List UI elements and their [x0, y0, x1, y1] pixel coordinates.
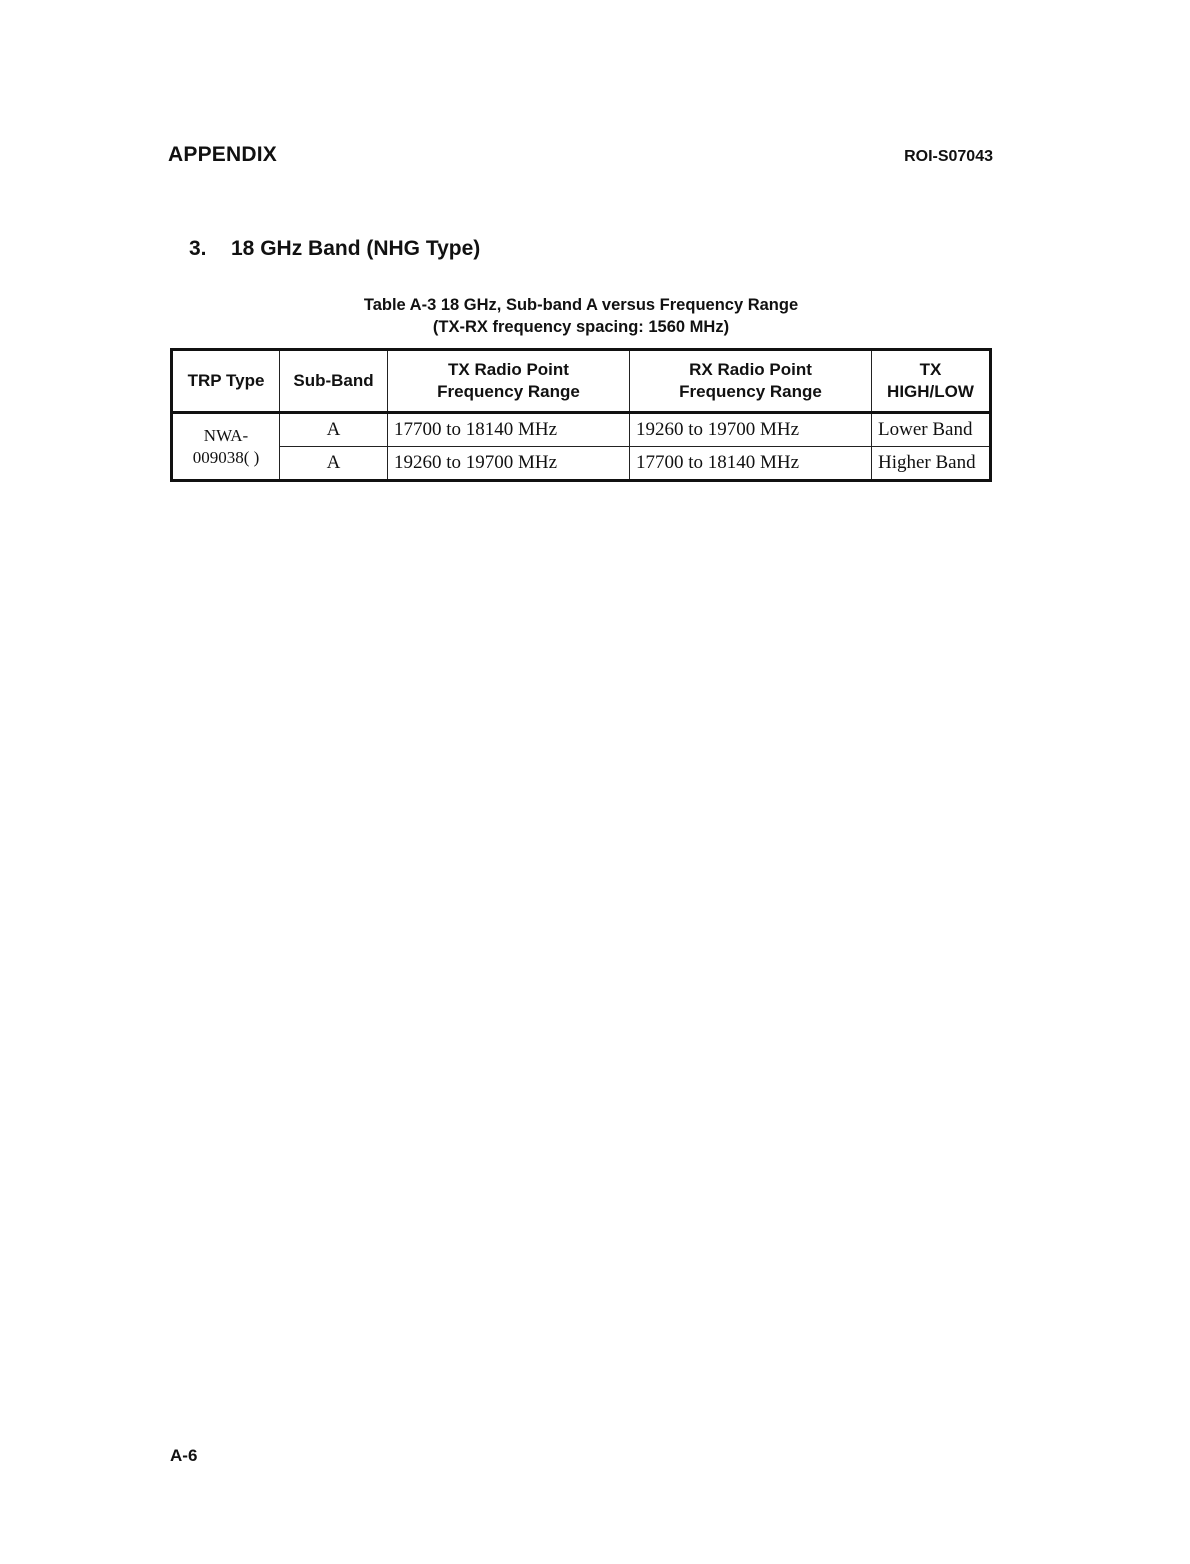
- header-rx-range-line2: Frequency Range: [679, 382, 822, 401]
- header-doc-id: ROI-S07043: [904, 148, 993, 165]
- header-rx-range: [630, 350, 872, 413]
- section-heading: [189, 237, 480, 261]
- header-tx-range-line1: TX Radio Point: [448, 360, 569, 379]
- header-tx-high-low: [872, 350, 991, 413]
- table-header-row: [172, 350, 991, 413]
- cell-sub-band: A: [280, 413, 388, 447]
- cell-tx-high-low: Lower Band: [872, 413, 991, 447]
- cell-rx-range: 17700 to 18140 MHz: [630, 447, 872, 481]
- header-tx-high-low-line2: HIGH/LOW: [887, 382, 974, 401]
- header-trp-type: TRP Type: [172, 350, 280, 413]
- cell-tx-range: 17700 to 18140 MHz: [388, 413, 630, 447]
- page-number: A-6: [170, 1446, 198, 1465]
- header-appendix: APPENDIX: [168, 143, 277, 166]
- cell-tx-range: 19260 to 19700 MHz: [388, 447, 630, 481]
- table-row: [172, 413, 991, 447]
- table-caption-title: Table A-3 18 GHz, Sub-band A versus Frequency Range: [363, 296, 799, 314]
- header-tx-range-line2: Frequency Range: [437, 382, 580, 401]
- header-tx-high-low-line1: TX: [919, 360, 942, 379]
- table-caption: [170, 294, 992, 338]
- trp-type-line2: 009038( ): [192, 447, 260, 467]
- section-number: 3.: [189, 237, 207, 260]
- section-title: 18 GHz Band (NHG Type): [231, 237, 481, 260]
- frequency-table: [170, 348, 992, 482]
- header-sub-band: Sub-Band: [280, 350, 388, 413]
- header-rx-range-line1: RX Radio Point: [689, 360, 812, 379]
- cell-sub-band: A: [280, 447, 388, 481]
- cell-rx-range: 19260 to 19700 MHz: [630, 413, 872, 447]
- cell-trp-type: [172, 413, 280, 481]
- header-tx-range: [388, 350, 630, 413]
- table-caption-subtitle: (TX-RX frequency spacing: 1560 MHz): [432, 318, 730, 336]
- trp-type-line1: NWA-: [203, 425, 249, 445]
- cell-tx-high-low: Higher Band: [872, 447, 991, 481]
- table-row: [172, 447, 991, 481]
